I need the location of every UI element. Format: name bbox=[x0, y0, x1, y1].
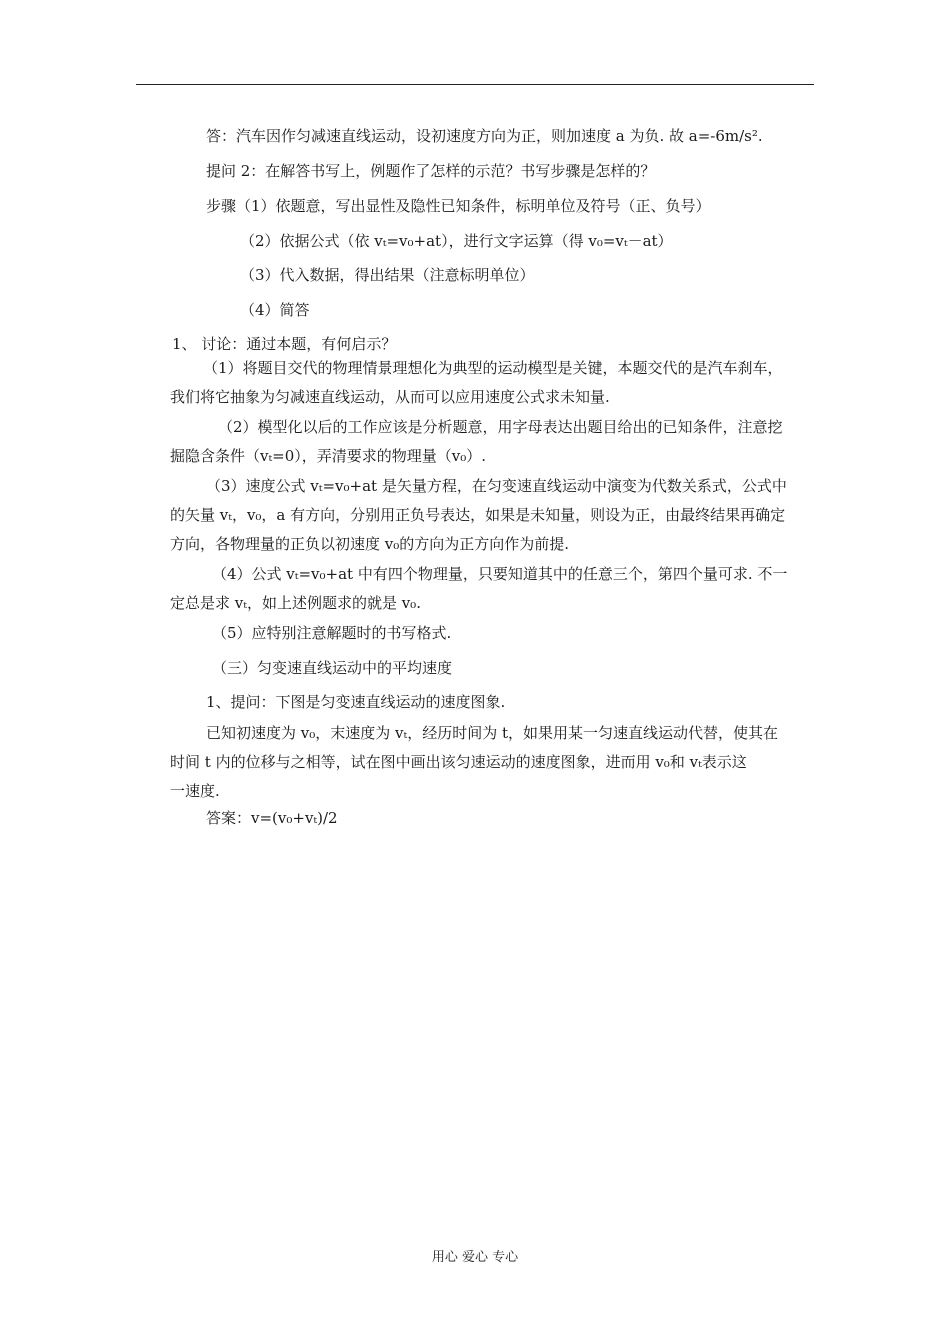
step-3: （3）代入数据，得出结果（注意标明单位） bbox=[240, 266, 535, 284]
point-1-line-2: 我们将它抽象为匀减速直线运动，从而可以应用速度公式求未知量. bbox=[170, 388, 610, 406]
answer-1: 答：汽车因作匀减速直线运动，设初速度方向为正，则加速度 a 为负. 故 a=-6m/s². bbox=[206, 127, 763, 145]
section-3-body-line-2: 时间 t 内的位移与之相等，试在图中画出该匀速运动的速度图象，进而用 v₀和 vₜ表示这 bbox=[170, 753, 747, 771]
question-2: 提问 2：在解答书写上，例题作了怎样的示范？书写步骤是怎样的？ bbox=[206, 162, 656, 180]
section-3-question: 1、提问：下图是匀变速直线运动的速度图象. bbox=[206, 693, 506, 711]
discussion-point-4 bbox=[170, 560, 787, 618]
section-3-heading: （三）匀变速直线运动中的平均速度 bbox=[212, 659, 453, 677]
section-3-body bbox=[170, 719, 778, 806]
point-4-line-1: （4）公式 vₜ=v₀+at 中有四个物理量，只要知道其中的任意三个，第四个量可求. 不一 bbox=[212, 565, 788, 583]
point-3-line-2: 的矢量 vₜ，v₀，a 有方向，分别用正负号表达，如果是未知量，则设为正，由最终结果再确定 bbox=[170, 506, 786, 524]
step-1: 步骤（1）依题意，写出显性及隐性已知条件，标明单位及符号（正、负号） bbox=[206, 197, 711, 215]
point-2-line-1: （2）模型化以后的工作应该是分析题意，用字母表达出题目给出的已知条件，注意挖 bbox=[218, 418, 783, 436]
step-4: （4）简答 bbox=[240, 301, 310, 319]
point-2-line-2: 掘隐含条件（vₜ=0），弄清要求的物理量（v₀）. bbox=[170, 447, 487, 465]
point-1-line-1: （1）将题目交代的物理情景理想化为典型的运动模型是关键，本题交代的是汽车刹车， bbox=[203, 359, 783, 377]
point-3-line-1: （3）速度公式 vₜ=v₀+at 是矢量方程，在匀变速直线运动中演变为代数关系式，公式中 bbox=[206, 477, 787, 495]
discussion-point-2 bbox=[170, 413, 783, 471]
discussion-point-5: （5）应特别注意解题时的书写格式. bbox=[212, 624, 452, 642]
step-2: （2）依据公式（依 vₜ=v₀+at），进行文字运算（得 v₀=vₜ－at） bbox=[240, 232, 673, 250]
section-3-answer: 答案：v=(v₀+vₜ)/2 bbox=[206, 809, 338, 827]
discussion-point-3 bbox=[170, 472, 787, 559]
discussion-point-1 bbox=[170, 354, 783, 412]
section-3-body-line-3: 一速度. bbox=[170, 782, 220, 800]
discussion-heading: 1、 讨论：通过本题，有何启示？ bbox=[172, 335, 397, 353]
point-3-line-3: 方向，各物理量的正负以初速度 v₀的方向为正方向作为前提. bbox=[170, 535, 570, 553]
point-4-line-2: 定总是求 vₜ，如上述例题求的就是 v₀. bbox=[170, 594, 421, 612]
header-rule bbox=[136, 84, 814, 85]
page-footer: 用心 爱心 专心 bbox=[431, 1250, 519, 1265]
section-3-body-line-1: 已知初速度为 v₀，末速度为 vₜ，经历时间为 t，如果用某一匀速直线运动代替，使其在 bbox=[206, 724, 778, 742]
